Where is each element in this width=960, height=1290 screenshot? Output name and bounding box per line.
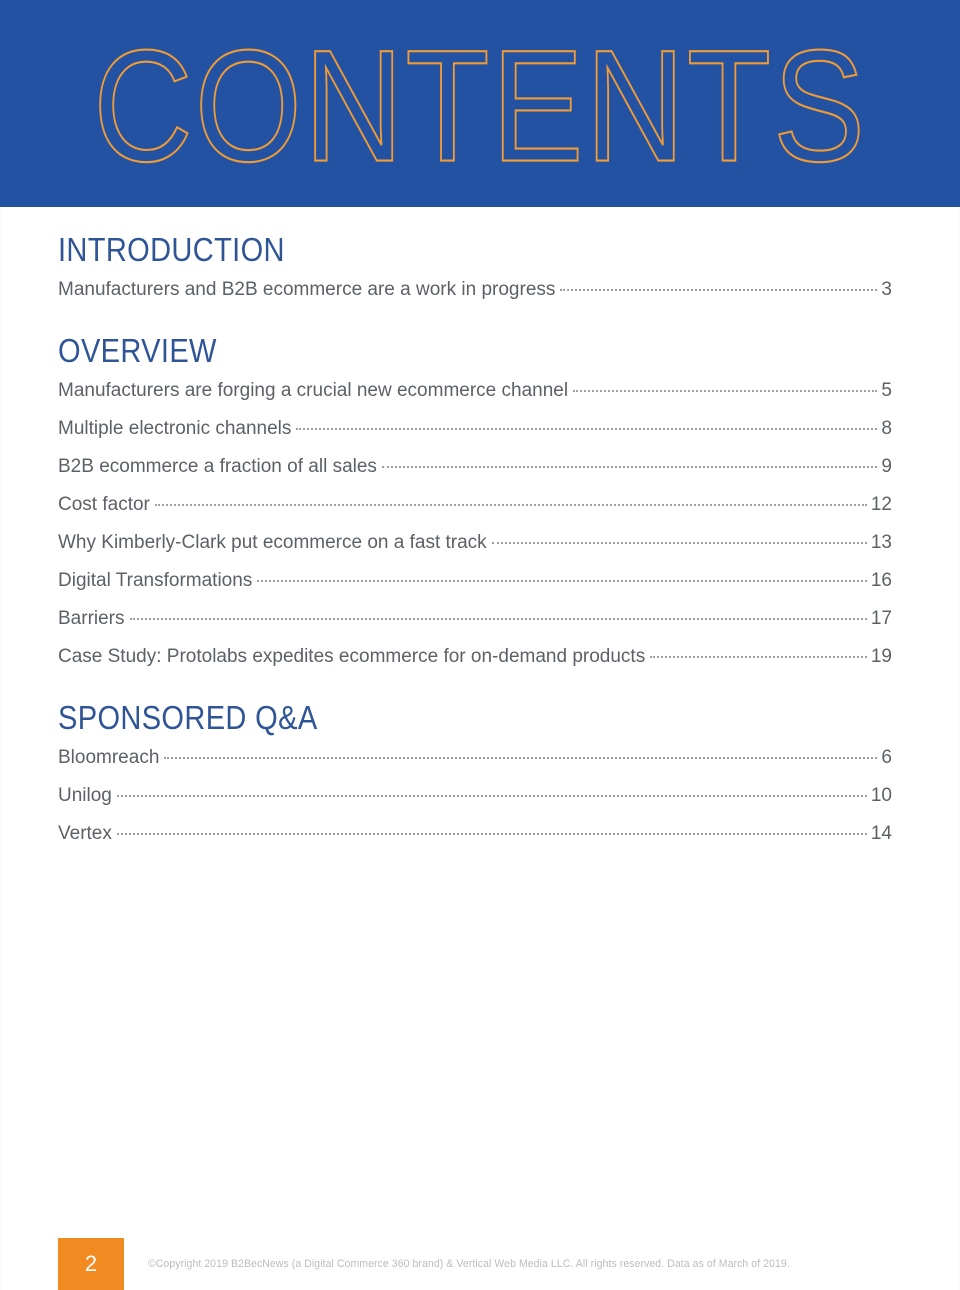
toc-leader-dots [155,491,867,510]
toc-leader-dots [573,377,877,396]
toc-entry-title: Multiple electronic channels [58,418,292,439]
toc-entry-title: Cost factor [58,494,150,515]
toc-leader-dots [257,567,867,586]
toc-entry-page-number: 16 [870,570,892,591]
toc-section-heading: INTRODUCTION [58,231,285,268]
toc-entry-title: Bloomreach [58,747,160,768]
toc-entry-page-number: 3 [881,279,892,300]
toc-entry-page-number: 10 [870,785,892,806]
toc-section [58,333,892,676]
page-number-badge: 2 [58,1238,124,1290]
toc-leader-dots [117,820,867,839]
toc-entry-page-number: 13 [870,532,892,553]
toc-entry-title: Unilog [58,785,112,806]
copyright-notice: ©Copyright 2019 B2BecNews (a Digital Commerce 360 brand) & Vertical Web Media LLC. All rights reserved. Data as of March of 2019. [148,1258,790,1270]
toc-section [58,700,892,853]
toc-entry-title: Barriers [58,608,125,629]
toc-entry-page-number: 9 [881,456,892,477]
toc-entry-page-number: 14 [870,823,892,844]
table-of-contents [58,232,892,853]
page-footer [0,1238,960,1290]
toc-entry-title: Digital Transformations [58,570,253,591]
toc-entry[interactable] [58,777,892,815]
toc-entry[interactable] [58,562,892,600]
toc-entry-title: Case Study: Protolabs expedites ecommerce for on-demand products [58,646,646,667]
toc-entry[interactable] [58,638,892,676]
toc-leader-dots [650,643,867,662]
toc-entry-page-number: 6 [881,747,892,768]
toc-entry-page-number: 8 [881,418,892,439]
toc-leader-dots [117,782,867,801]
toc-entry[interactable] [58,372,892,410]
toc-leader-dots [382,453,878,472]
toc-leader-dots [560,276,877,295]
toc-entry[interactable] [58,815,892,853]
toc-leader-dots [492,529,867,548]
toc-leader-dots [296,415,877,434]
toc-section-heading: OVERVIEW [58,332,217,369]
toc-entry[interactable] [58,600,892,638]
page-title: CONTENTS [93,16,867,195]
toc-entry-title: Vertex [58,823,112,844]
contents-header-band [0,0,960,207]
toc-leader-dots [130,605,867,624]
toc-leader-dots [164,744,877,763]
toc-entry[interactable] [58,486,892,524]
toc-entry-title: Why Kimberly-Clark put ecommerce on a fast track [58,532,487,553]
toc-entry[interactable] [58,524,892,562]
toc-entry[interactable] [58,739,892,777]
toc-entry-page-number: 12 [870,494,892,515]
page-left-edge [0,207,2,1290]
toc-entry-title: Manufacturers and B2B ecommerce are a work in progress [58,279,556,300]
toc-entry[interactable] [58,410,892,448]
toc-entry-page-number: 19 [870,646,892,667]
toc-section [58,232,892,309]
toc-section-heading: SPONSORED Q&A [58,699,318,736]
toc-entry-title: B2B ecommerce a fraction of all sales [58,456,377,477]
toc-entry[interactable] [58,448,892,486]
toc-entry-title: Manufacturers are forging a crucial new ecommerce channel [58,380,569,401]
toc-entry-page-number: 17 [870,608,892,629]
toc-entry[interactable] [58,271,892,309]
toc-entry-page-number: 5 [881,380,892,401]
